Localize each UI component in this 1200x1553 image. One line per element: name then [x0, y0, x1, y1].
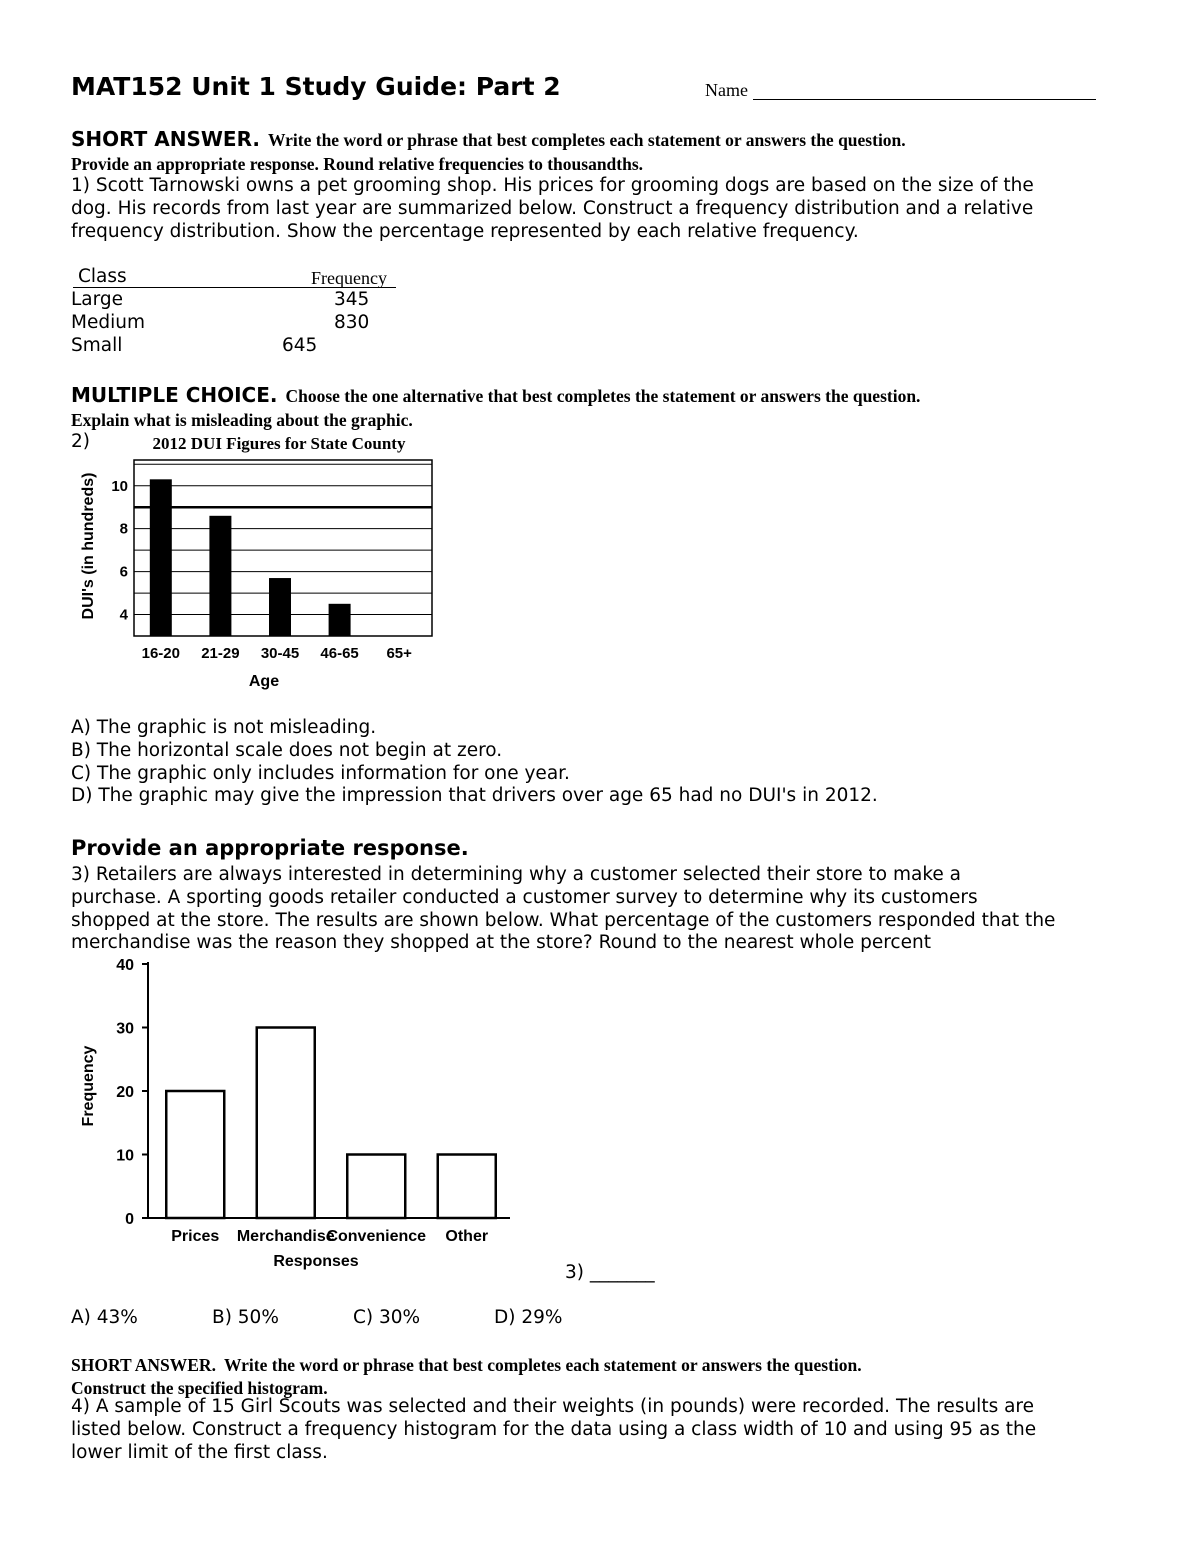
question-3-choice-a[interactable]: A) 43% [71, 1307, 138, 1328]
x-axis-label: Age [248, 673, 280, 690]
question-1-line: dog. His records from last year are summarized below. Construct a frequency distribution and a relative [71, 197, 1034, 219]
name-line[interactable] [753, 99, 1096, 100]
x-tick-label: 65+ [386, 645, 412, 662]
bar-16-20 [150, 479, 172, 636]
chart-title: 2012 DUI Figures for State County [152, 434, 406, 453]
y-axis-label: Frequency [80, 1045, 97, 1127]
choice-d[interactable]: D) The graphic may give the impression that drivers over age 65 had no DUI's in 2012. [71, 785, 878, 807]
name-label: Name [705, 80, 748, 100]
x-tick-label: 46-65 [320, 645, 359, 662]
question-3-line: merchandise was the reason they shopped at the store? Round to the nearest whole percent [71, 932, 931, 954]
question-3-line: 3) Retailers are always interested in determining why a customer selected their store to make a [71, 864, 961, 885]
bar-46-65 [329, 604, 351, 636]
y-tick-label: 20 [116, 1084, 134, 1101]
bar-prices [166, 1091, 224, 1218]
x-tick-label: 21-29 [201, 645, 240, 662]
section2-instruction: Choose the one alternative that best completes the statement or answers the question. [285, 386, 921, 406]
bar-merchandise [257, 1028, 315, 1219]
bar-30-45 [269, 578, 291, 636]
table-row: Large [71, 289, 124, 310]
table-cell: 830 [334, 312, 370, 333]
page-title: MAT152 Unit 1 Study Guide: Part 2 [71, 72, 561, 101]
question-4-line: 4) A sample of 15 Girl Scouts was selected and their weights (in pounds) were recorded. The results are [71, 1396, 1035, 1417]
bar-convenience [347, 1155, 405, 1219]
x-tick-label: Merchandise [236, 1228, 335, 1245]
table-row: Medium [71, 312, 145, 333]
question-4-line: lower limit of the first class. [71, 1441, 328, 1463]
choice-c[interactable]: C) The graphic only includes information for one year. [71, 762, 570, 784]
question-1 [71, 175, 1034, 243]
question-3-line: purchase. A sporting goods retailer conducted a customer survey to determine why its customers [71, 886, 978, 908]
answer-blank-3[interactable]: 3) _______ [565, 1262, 655, 1283]
y-tick-label: 30 [116, 1020, 134, 1038]
question-2-number: 2) [71, 431, 90, 452]
question-2-choices [71, 717, 878, 808]
question-3-line: shopped at the store. The results are shown below. What percentage of the customers responded that the [71, 909, 1056, 931]
responses-chart [70, 952, 520, 1274]
section1-instruction: Write the word or phrase that best completes each statement or answers the question. [267, 130, 906, 150]
section1-subinstruction: Provide an appropriate response. Round relative frequencies to thousandths. [71, 154, 644, 174]
section4-header [71, 1355, 862, 1376]
question-1-line: frequency distribution. Show the percentage represented by each relative frequency. [71, 220, 859, 242]
y-tick-label: 10 [116, 1147, 134, 1165]
section3-heading: Provide an appropriate response. [71, 836, 469, 860]
question-3-choice-c[interactable]: C) 30% [353, 1307, 421, 1328]
section2-heading: MULTIPLE CHOICE. [71, 383, 278, 407]
y-axis-label: DUI's (in hundreds) [80, 472, 97, 620]
x-axis-label: Responses [273, 1253, 359, 1270]
question-3-choice-d[interactable]: D) 29% [494, 1307, 563, 1328]
section2-header [71, 383, 920, 407]
question-3-choice-b[interactable]: B) 50% [212, 1307, 279, 1328]
section1-header [71, 127, 906, 151]
section4-instruction: Write the word or phrase that best completes each statement or answers the question. [223, 1355, 862, 1375]
y-tick-label: 40 [116, 957, 134, 974]
table-header-rule [73, 287, 396, 288]
choice-b[interactable]: B) The horizontal scale does not begin at zero. [71, 739, 503, 761]
dui-chart [70, 428, 450, 696]
section4-heading: SHORT ANSWER. [71, 1355, 216, 1375]
x-tick-label: Other [445, 1228, 489, 1245]
question-1-line: 1) Scott Tarnowski owns a pet grooming shop. His prices for grooming dogs are based on the size of the [71, 175, 1034, 196]
bar-21-29 [209, 516, 231, 636]
bar-other [438, 1155, 496, 1219]
table-header-frequency: Frequency [311, 268, 387, 288]
x-tick-label: 30-45 [260, 645, 300, 662]
y-tick-label: 4 [119, 606, 128, 624]
table-cell: 645 [282, 335, 318, 356]
choice-a[interactable]: A) The graphic is not misleading. [71, 717, 377, 738]
section4-subinstruction: Construct the specified histogram. [71, 1378, 328, 1398]
x-tick-label: Prices [171, 1228, 220, 1245]
y-tick-label: 6 [119, 563, 128, 581]
question-3 [71, 864, 1055, 955]
y-tick-label: 0 [125, 1211, 134, 1228]
table-cell: 345 [334, 289, 370, 310]
question-4 [71, 1396, 1036, 1464]
section2-subinstruction: Explain what is misleading about the graphic. [71, 410, 413, 430]
x-tick-label: Convenience [326, 1228, 427, 1245]
table-row: Small [71, 335, 123, 356]
x-tick-label: 16-20 [141, 645, 180, 662]
table-header-class: Class [78, 266, 127, 287]
y-tick-label: 10 [111, 477, 128, 495]
question-4-line: listed below. Construct a frequency histogram for the data using a class width of 10 and using 95 as the [71, 1418, 1037, 1440]
y-tick-label: 8 [119, 520, 128, 538]
section1-heading: SHORT ANSWER. [71, 127, 260, 151]
